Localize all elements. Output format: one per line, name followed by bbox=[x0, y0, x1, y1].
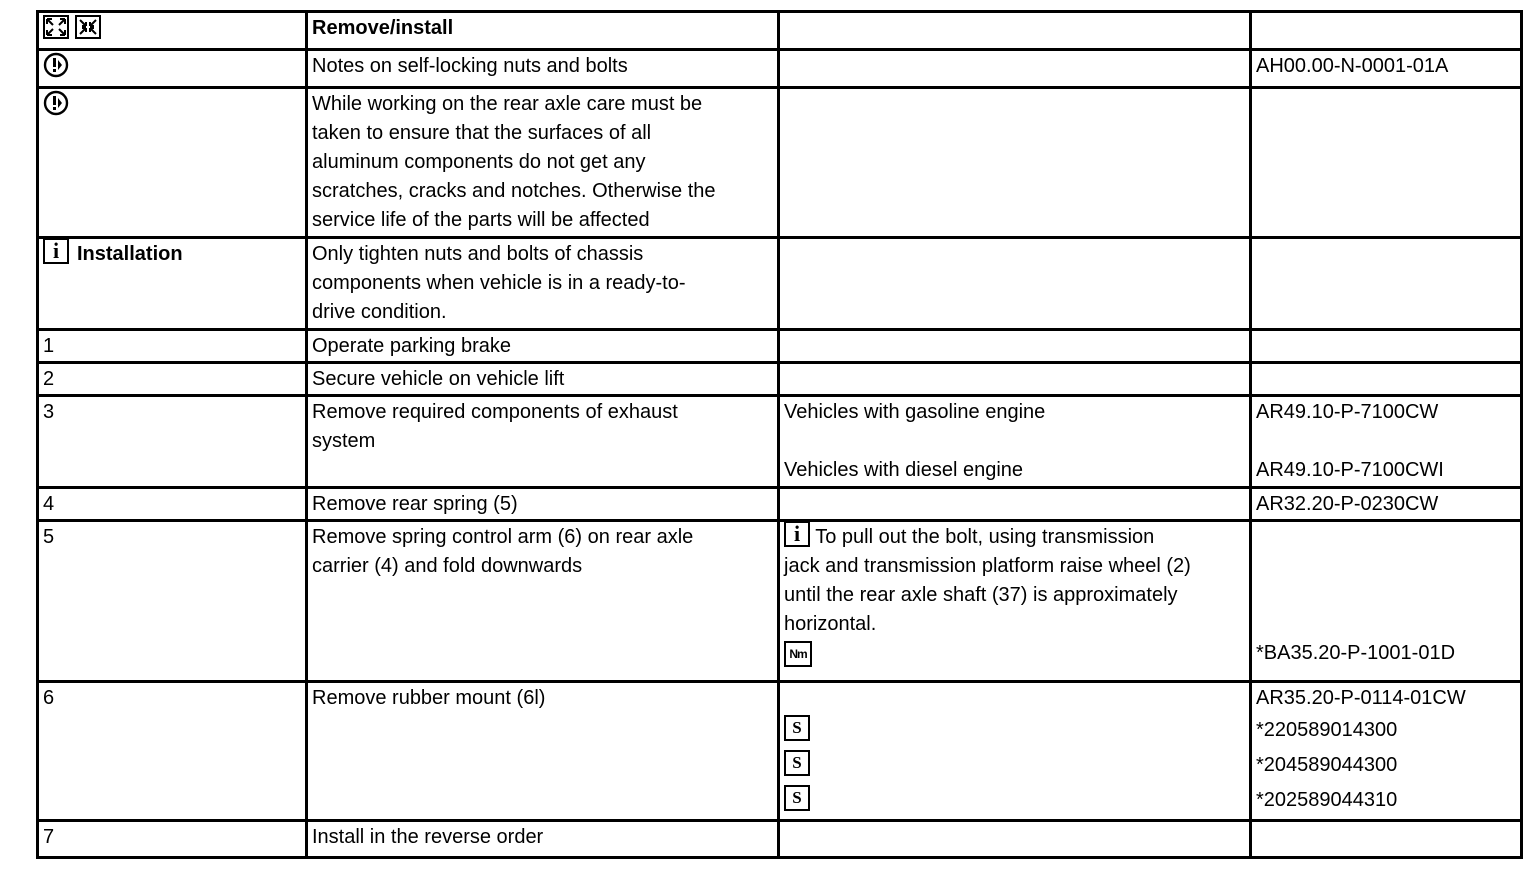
installation-text bbox=[307, 238, 779, 330]
tool-reference-link[interactable]: *202589044310 bbox=[1256, 789, 1398, 811]
step-row bbox=[38, 330, 1522, 363]
info-icon: i bbox=[784, 521, 810, 547]
step-text: Remove rear spring (5) bbox=[307, 488, 779, 521]
installation-empty-cell-ref bbox=[1251, 238, 1522, 330]
step-number: 4 bbox=[38, 488, 307, 521]
notice-icon bbox=[43, 90, 69, 116]
step-text bbox=[307, 521, 779, 682]
step-row bbox=[38, 363, 1522, 396]
step-reference-cell bbox=[1251, 682, 1522, 821]
step-number: 5 bbox=[38, 521, 307, 682]
tool-reference-link[interactable]: *220589014300 bbox=[1256, 719, 1398, 741]
condition-diesel: Vehicles with diesel engine bbox=[784, 459, 1024, 481]
step-reference-cell bbox=[1251, 363, 1522, 396]
note-line: aluminum components do not get any bbox=[312, 151, 646, 173]
step-row bbox=[38, 488, 1522, 521]
note-empty-cell bbox=[779, 50, 1251, 88]
expand-all-icon[interactable] bbox=[43, 15, 69, 39]
step-note-first-line bbox=[784, 520, 1245, 552]
installation-line: drive condition. bbox=[312, 301, 447, 323]
note-row bbox=[38, 88, 1522, 238]
spacer bbox=[784, 427, 1245, 456]
installation-row bbox=[38, 238, 1522, 330]
section-title-text: Remove/install bbox=[312, 17, 454, 39]
info-icon: i bbox=[43, 238, 69, 264]
step-number: 7 bbox=[38, 821, 307, 858]
note-reference-link[interactable]: AH00.00-N-0001-01A bbox=[1251, 50, 1522, 88]
step-condition-cell bbox=[779, 488, 1251, 521]
collapse-all-icon[interactable] bbox=[75, 15, 101, 39]
spacer bbox=[784, 684, 1245, 713]
step-condition-cell bbox=[779, 682, 1251, 821]
step-number: 3 bbox=[38, 396, 307, 488]
step-condition-cell bbox=[779, 821, 1251, 858]
note-text: Notes on self-locking nuts and bolts bbox=[307, 50, 779, 88]
step-text: Operate parking brake bbox=[307, 330, 779, 363]
installation-empty-cell bbox=[779, 238, 1251, 330]
step-text: Remove rubber mount (6l) bbox=[307, 682, 779, 821]
step-number: 2 bbox=[38, 363, 307, 396]
step-note-line: until the rear axle shaft (37) is approximately bbox=[784, 584, 1178, 606]
step-text-line: carrier (4) and fold downwards bbox=[312, 555, 583, 577]
reference-link[interactable]: AR35.20-P-0114-01CW bbox=[1256, 687, 1466, 709]
step-number: 6 bbox=[38, 682, 307, 821]
step-note-line: horizontal. bbox=[784, 613, 877, 635]
step-text-line: Remove required components of exhaust bbox=[312, 401, 678, 423]
tool-line bbox=[784, 748, 1245, 783]
installation-line: Only tighten nuts and bolts of chassis bbox=[312, 243, 644, 265]
note-empty-cell-ref bbox=[1251, 88, 1522, 238]
header-empty-cell bbox=[779, 12, 1251, 50]
installation-label: Installation bbox=[77, 243, 183, 265]
condition-gasoline: Vehicles with gasoline engine bbox=[784, 401, 1046, 423]
step-text: Install in the reverse order bbox=[307, 821, 779, 858]
header-row bbox=[38, 12, 1522, 50]
installation-label-cell bbox=[38, 238, 307, 330]
installation-line: components when vehicle is in a ready-to- bbox=[312, 272, 686, 294]
note-icon-cell bbox=[38, 88, 307, 238]
special-tool-icon: S bbox=[784, 750, 810, 776]
step-condition-cell bbox=[779, 396, 1251, 488]
step-text-line: Remove spring control arm (6) on rear axle bbox=[312, 526, 694, 548]
special-tool-icon: S bbox=[784, 715, 810, 741]
note-icon-cell bbox=[38, 50, 307, 88]
step-condition-cell bbox=[779, 363, 1251, 396]
spacer bbox=[1256, 427, 1516, 456]
step-note-line: jack and transmission platform raise wheel (2) bbox=[784, 555, 1191, 577]
step-reference-cell bbox=[1251, 396, 1522, 488]
step-number: 1 bbox=[38, 330, 307, 363]
step-text bbox=[307, 396, 779, 488]
step-text-line: system bbox=[312, 430, 376, 452]
note-empty-cell bbox=[779, 88, 1251, 238]
torque-icon: Nm bbox=[784, 641, 812, 667]
step-condition-cell bbox=[779, 521, 1251, 682]
reference-link[interactable]: AR49.10-P-7100CWI bbox=[1256, 459, 1444, 481]
note-row bbox=[38, 50, 1522, 88]
torque-line bbox=[784, 639, 1245, 668]
step-text: Secure vehicle on vehicle lift bbox=[307, 363, 779, 396]
step-note-line: To pull out the bolt, using transmission bbox=[815, 526, 1155, 548]
reference-link[interactable]: AR32.20-P-0230CW bbox=[1251, 488, 1522, 521]
step-reference-cell bbox=[1251, 330, 1522, 363]
step-row bbox=[38, 821, 1522, 858]
procedure-table bbox=[36, 10, 1523, 859]
step-condition-cell bbox=[779, 330, 1251, 363]
step-reference-cell bbox=[1251, 821, 1522, 858]
section-title bbox=[307, 12, 779, 50]
torque-reference-link[interactable]: *BA35.20-P-1001-01D bbox=[1256, 642, 1456, 664]
notice-icon bbox=[43, 52, 69, 78]
reference-link[interactable]: AR49.10-P-7100CW bbox=[1256, 401, 1439, 423]
note-line: scratches, cracks and notches. Otherwise the bbox=[312, 180, 716, 202]
step-row bbox=[38, 396, 1522, 488]
step-row bbox=[38, 682, 1522, 821]
header-empty-cell-ref bbox=[1251, 12, 1522, 50]
header-icons-cell bbox=[38, 12, 307, 50]
note-line: service life of the parts will be affected bbox=[312, 209, 650, 231]
note-line: While working on the rear axle care must be bbox=[312, 93, 703, 115]
note-line: taken to ensure that the surfaces of all bbox=[312, 122, 652, 144]
spacer bbox=[1256, 523, 1516, 639]
tool-reference-link[interactable]: *204589044300 bbox=[1256, 754, 1398, 776]
tool-line bbox=[784, 713, 1245, 748]
step-reference-cell bbox=[1251, 521, 1522, 682]
tool-line bbox=[784, 783, 1245, 818]
note-text bbox=[307, 88, 779, 238]
step-row bbox=[38, 521, 1522, 682]
special-tool-icon: S bbox=[784, 785, 810, 811]
